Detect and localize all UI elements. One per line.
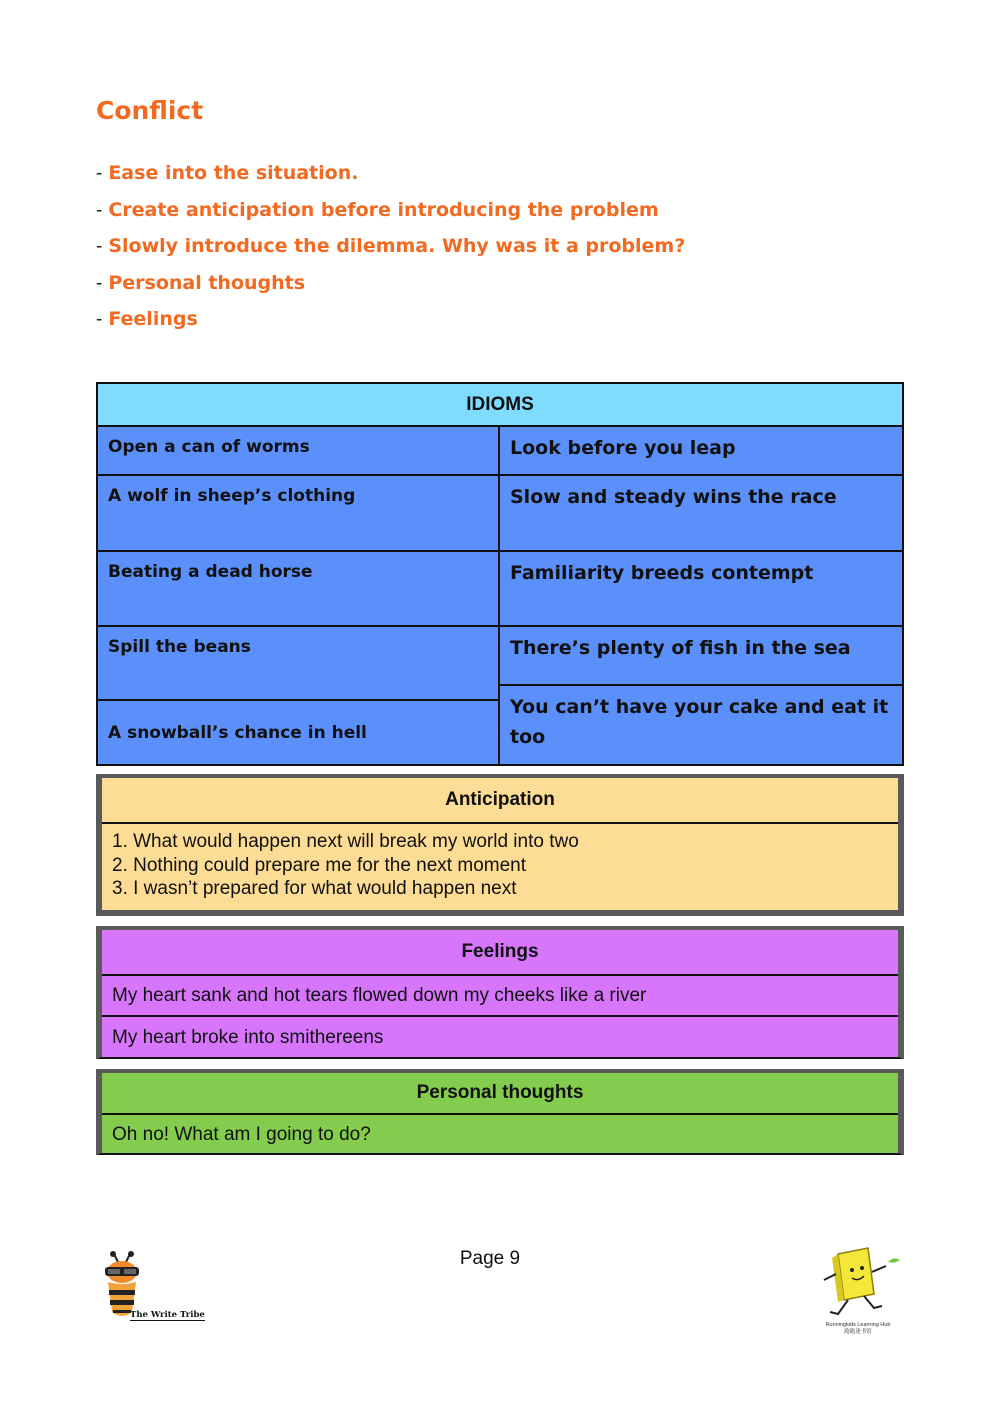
table-cell: Slow and steady wins the race (500, 476, 902, 552)
section-heading: Conflict (96, 96, 204, 125)
table-cell: Spill the beans (98, 627, 498, 701)
idioms-left-column (98, 427, 500, 764)
table-cell: Look before you leap (500, 427, 902, 476)
table-row: My heart sank and hot tears flowed down my cheeks like a river (102, 976, 898, 1017)
write-tribe-logo (96, 1250, 206, 1330)
table-row: My heart broke into smithereens (112, 1026, 384, 1048)
list-item: - Create anticipation before introducing the problem (96, 198, 659, 221)
idioms-title: IDIOMS (98, 384, 902, 427)
logo-text: The Write Tribe (130, 1310, 205, 1320)
feelings-title: Feelings (102, 930, 898, 976)
anticipation-table (96, 774, 904, 916)
table-cell: There’s plenty of fish in the sea (500, 627, 902, 686)
logo-caption: Runningkids Learning Hub 跑跑迷书馆 (825, 1322, 891, 1335)
tips-list (96, 162, 685, 345)
personal-thoughts-title: Personal thoughts (102, 1073, 898, 1115)
table-cell: Open a can of worms (98, 427, 498, 476)
page-number: Page 9 (459, 1248, 521, 1269)
anticipation-lines (102, 824, 898, 907)
running-book-icon (808, 1244, 908, 1324)
list-item: - Personal thoughts (96, 271, 306, 294)
table-cell: A snowball’s chance in hell (98, 701, 498, 764)
list-item: 3. I wasn’t prepared for what would happen next (112, 878, 517, 899)
personal-thoughts-table (96, 1069, 904, 1155)
runningkids-logo (808, 1244, 908, 1344)
list-item: - Slowly introduce the dilemma. Why was it a problem? (96, 235, 686, 257)
table-row: Oh no! What am I going to do? (112, 1124, 371, 1145)
table-cell: Familiarity breeds contempt (500, 552, 902, 627)
idioms-right-column (500, 427, 902, 764)
list-item: - Ease into the situation. (96, 162, 359, 184)
list-item: - Feelings (96, 308, 198, 330)
list-item: 2. Nothing could prepare me for the next moment (112, 854, 527, 876)
table-cell: You can’t have your cake and eat it too (500, 686, 902, 764)
table-cell: A wolf in sheep’s clothing (98, 476, 498, 552)
list-item: 1. What would happen next will break my world into two (112, 831, 579, 852)
anticipation-title: Anticipation (102, 778, 898, 824)
idioms-table (96, 382, 904, 766)
table-cell: Beating a dead horse (98, 552, 498, 627)
feelings-table (96, 926, 904, 1059)
